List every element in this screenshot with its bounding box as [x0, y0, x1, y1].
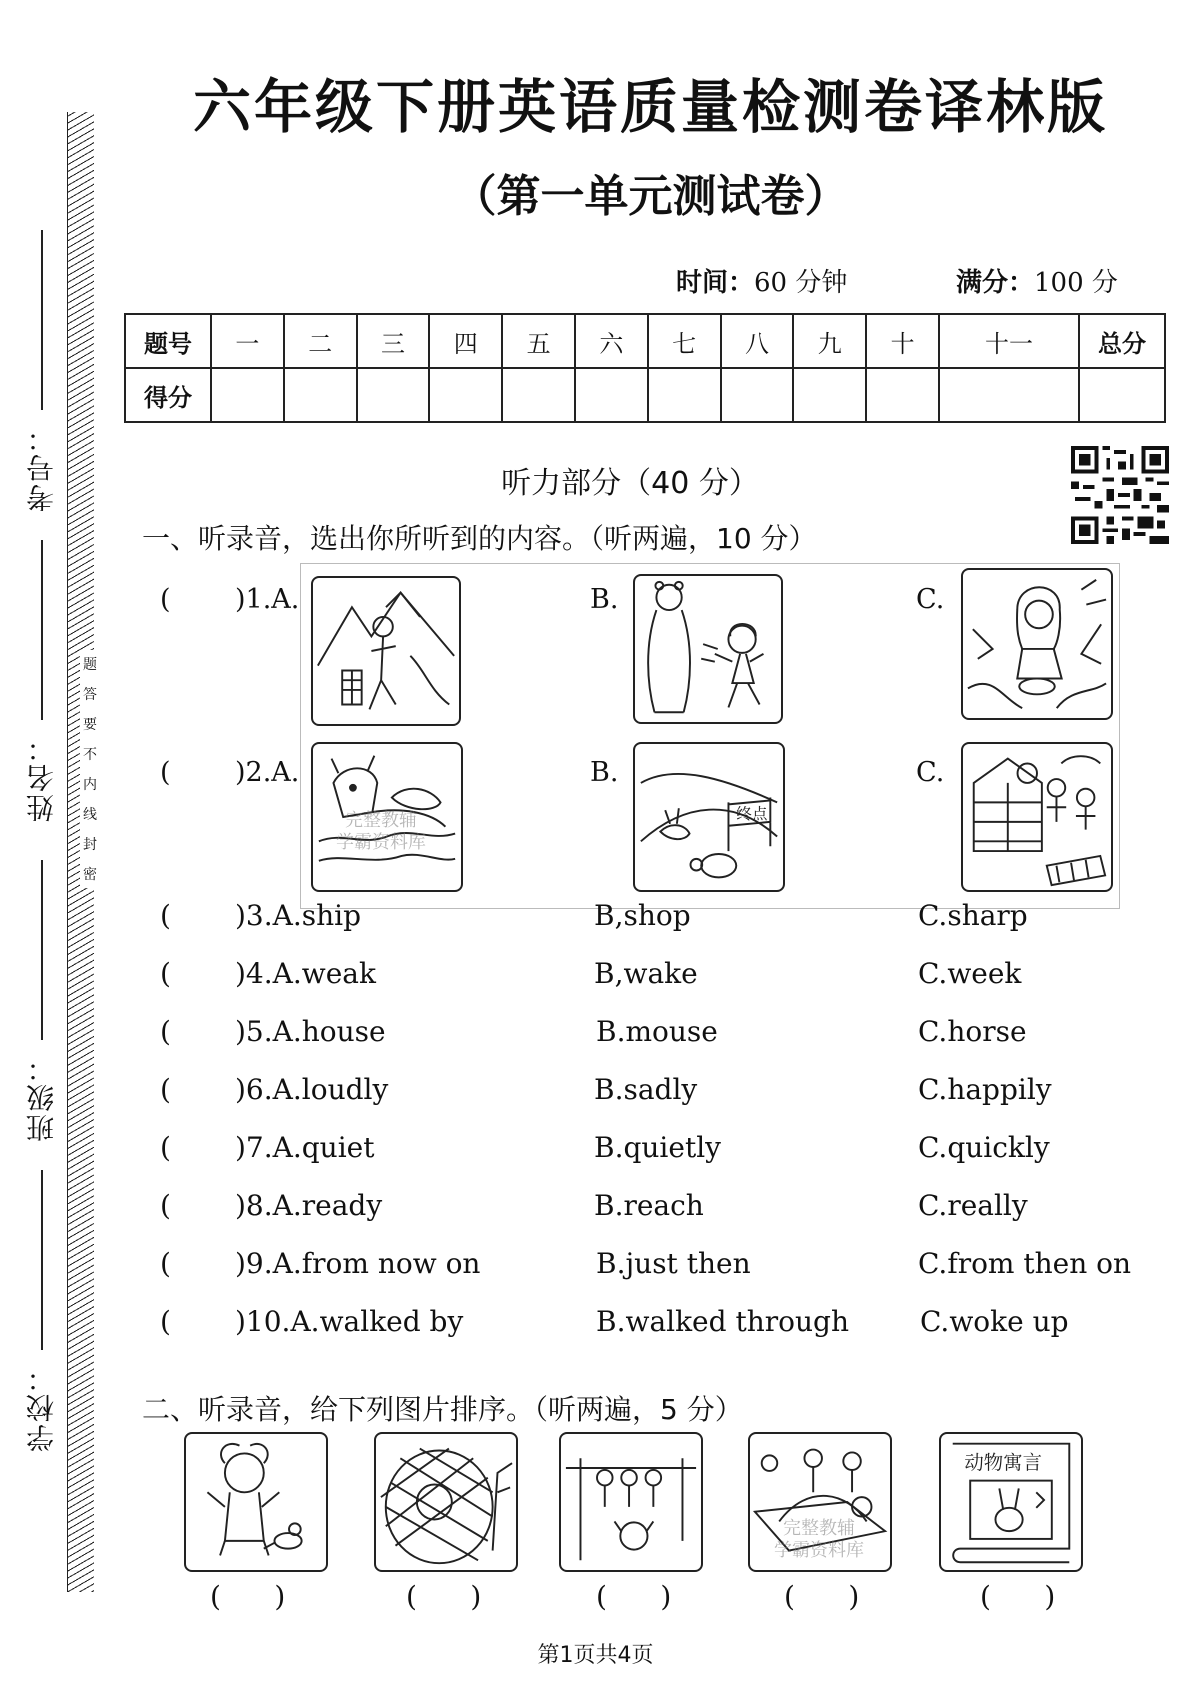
table-cell: 一 [211, 314, 284, 368]
table-cell: 五 [502, 314, 575, 368]
section-2-title: 二、听录音，给下列图片排序。（听两遍，5 分） [142, 1393, 743, 1426]
qr-code-icon[interactable] [1071, 446, 1169, 544]
question-number: )2.A. [235, 757, 300, 788]
warning-char: 密 [83, 867, 97, 883]
table-cell: 六 [575, 314, 648, 368]
warning-char: 题 [83, 657, 97, 673]
table-cell: 八 [721, 314, 794, 368]
answer-paren[interactable]: ( [160, 1131, 171, 1164]
question-row [0, 1015, 1191, 1055]
school-label: 学校： [25, 1362, 58, 1452]
question-row [0, 1247, 1191, 1287]
score-input-cell[interactable] [429, 368, 502, 422]
option-b[interactable]: B.quietly [594, 1131, 721, 1164]
score-input-cell[interactable] [357, 368, 430, 422]
answer-paren[interactable]: ( [160, 1189, 171, 1222]
option-b[interactable]: B.reach [594, 1189, 704, 1222]
option-c[interactable]: C.week [918, 957, 1022, 990]
option-b[interactable]: B,wake [594, 957, 698, 990]
option-label: B. [590, 757, 619, 788]
binding-warning [80, 650, 100, 888]
question-row [0, 1131, 1191, 1171]
table-cell: 七 [648, 314, 721, 368]
answer-paren[interactable]: ( [160, 584, 171, 615]
question-row [0, 1189, 1191, 1229]
question-row [0, 1073, 1191, 1113]
time-label: 时间： [676, 268, 755, 298]
exam-number-line[interactable] [41, 230, 43, 410]
full-score [956, 262, 1118, 299]
option-a[interactable]: )5.A.house [235, 1015, 386, 1048]
option-label: B. [590, 584, 619, 615]
score-input-cell[interactable] [284, 368, 357, 422]
option-label: C. [916, 584, 945, 615]
score-input-cell[interactable] [1079, 368, 1165, 422]
option-a[interactable]: )8.A.ready [235, 1189, 383, 1222]
score-input-cell[interactable] [793, 368, 866, 422]
option-c[interactable]: C.woke up [920, 1305, 1069, 1338]
option-c[interactable]: C.horse [918, 1015, 1027, 1048]
answer-paren[interactable]: ( [160, 1247, 171, 1280]
answer-paren[interactable]: ( ) [980, 1580, 1056, 1613]
listening-part-title: 听力部分（40 分） [501, 466, 759, 501]
score-label: 满分： [956, 268, 1035, 298]
binding-margin [0, 0, 110, 1684]
table-cell: 得分 [125, 368, 211, 422]
name-field[interactable] [18, 540, 66, 822]
answer-paren[interactable]: ( [160, 757, 171, 788]
exam-time [676, 262, 847, 299]
score-input-cell[interactable] [721, 368, 794, 422]
score-input-cell[interactable] [939, 368, 1079, 422]
option-label: C. [916, 757, 945, 788]
table-cell: 题号 [125, 314, 211, 368]
book-title: 动物寓言 [964, 1450, 1043, 1474]
warning-char: 要 [83, 717, 97, 733]
table-cell: 十 [866, 314, 939, 368]
score-table-header-row [125, 314, 1165, 368]
section-1-title: 一、听录音，选出你所听到的内容。（听两遍，10 分） [142, 522, 817, 555]
option-a[interactable]: )6.A.loudly [235, 1073, 389, 1106]
score-input-cell[interactable] [502, 368, 575, 422]
warning-char: 答 [83, 687, 97, 703]
watermark [774, 1518, 864, 1562]
page-title: 六年级下册英语质量检测卷译林版 [192, 73, 1108, 141]
lion-in-net-icon[interactable] [374, 1432, 518, 1572]
answer-paren[interactable]: ( [160, 1015, 171, 1048]
answer-paren[interactable]: ( ) [210, 1580, 286, 1613]
option-a[interactable]: )10.A.walked by [235, 1305, 464, 1338]
question-row [0, 957, 1191, 997]
option-b[interactable]: B.walked through [596, 1305, 849, 1338]
answer-paren[interactable]: ( [160, 1073, 171, 1106]
score-value: 100 分 [1034, 268, 1118, 298]
page-subtitle: （第一单元测试卷） [452, 171, 849, 222]
question-number: )1.A. [235, 584, 300, 615]
lion-and-mouse-icon[interactable] [184, 1432, 328, 1572]
answer-paren[interactable]: ( ) [784, 1580, 860, 1613]
option-c[interactable]: C.from then on [918, 1247, 1132, 1280]
question-row [0, 899, 1191, 939]
three-pigs-houses-icon[interactable] [961, 742, 1113, 892]
girl-in-forest-icon[interactable] [961, 568, 1113, 720]
option-a[interactable]: )3.A.ship [235, 899, 362, 932]
watermark-line: 学霸资料库 [774, 1540, 864, 1561]
time-value: 60 分钟 [754, 268, 848, 298]
table-cell: 二 [284, 314, 357, 368]
svg-text:终点: 终点 [736, 804, 768, 823]
option-c[interactable]: C.quickly [918, 1131, 1050, 1164]
option-c[interactable]: C.happily [918, 1073, 1052, 1106]
option-b[interactable]: B,shop [594, 899, 691, 932]
watermark-line: 学霸资料库 [336, 832, 426, 853]
table-cell: 九 [793, 314, 866, 368]
score-input-cell[interactable] [575, 368, 648, 422]
exam-number-label: 考号： [25, 422, 58, 512]
question-row [0, 1305, 1191, 1345]
warning-char: 不 [83, 747, 97, 763]
watermark [336, 810, 426, 854]
man-climbing-mountain-icon[interactable] [311, 576, 461, 726]
animals-on-branch-icon[interactable] [559, 1432, 703, 1572]
score-table [124, 313, 1166, 423]
answer-paren[interactable]: ( [160, 957, 171, 990]
score-table-score-row [125, 368, 1165, 422]
score-input-cell[interactable] [211, 368, 284, 422]
warning-char: 内 [83, 777, 97, 793]
warning-char: 线 [83, 807, 97, 823]
score-input-cell[interactable] [866, 368, 939, 422]
table-cell: 四 [429, 314, 502, 368]
watermark-line: 完整教辅 [783, 1518, 855, 1539]
table-cell: 三 [357, 314, 430, 368]
answer-paren[interactable]: ( [160, 1305, 171, 1338]
option-b[interactable]: B.mouse [596, 1015, 718, 1048]
option-a[interactable]: )7.A.quiet [235, 1131, 375, 1164]
option-b[interactable]: B.sadly [594, 1073, 698, 1106]
class-line[interactable] [41, 860, 43, 1040]
bear-and-girl-icon[interactable] [633, 574, 783, 724]
fables-book-icon[interactable] [939, 1432, 1083, 1572]
name-line[interactable] [41, 540, 43, 720]
score-input-cell[interactable] [648, 368, 721, 422]
tortoise-hare-race-icon[interactable] [633, 742, 785, 892]
table-cell: 十一 [939, 314, 1079, 368]
exam-number-field[interactable] [18, 230, 66, 512]
answer-paren[interactable]: ( [160, 899, 171, 932]
option-c[interactable]: C.sharp [918, 899, 1028, 932]
answer-paren[interactable]: ( ) [406, 1580, 482, 1613]
table-cell: 总分 [1079, 314, 1165, 368]
warning-char: 封 [83, 837, 97, 853]
watermark-line: 完整教辅 [345, 810, 417, 831]
option-c[interactable]: C.really [918, 1189, 1028, 1222]
class-label: 班级： [25, 1052, 58, 1142]
option-b[interactable]: B.just then [596, 1247, 751, 1280]
page-footer: 第1页共4页 [537, 1643, 654, 1668]
name-label: 姓名： [25, 732, 58, 822]
option-a[interactable]: )4.A.weak [235, 957, 376, 990]
option-a[interactable]: )9.A.from now on [235, 1247, 481, 1280]
answer-paren[interactable]: ( ) [596, 1580, 672, 1613]
